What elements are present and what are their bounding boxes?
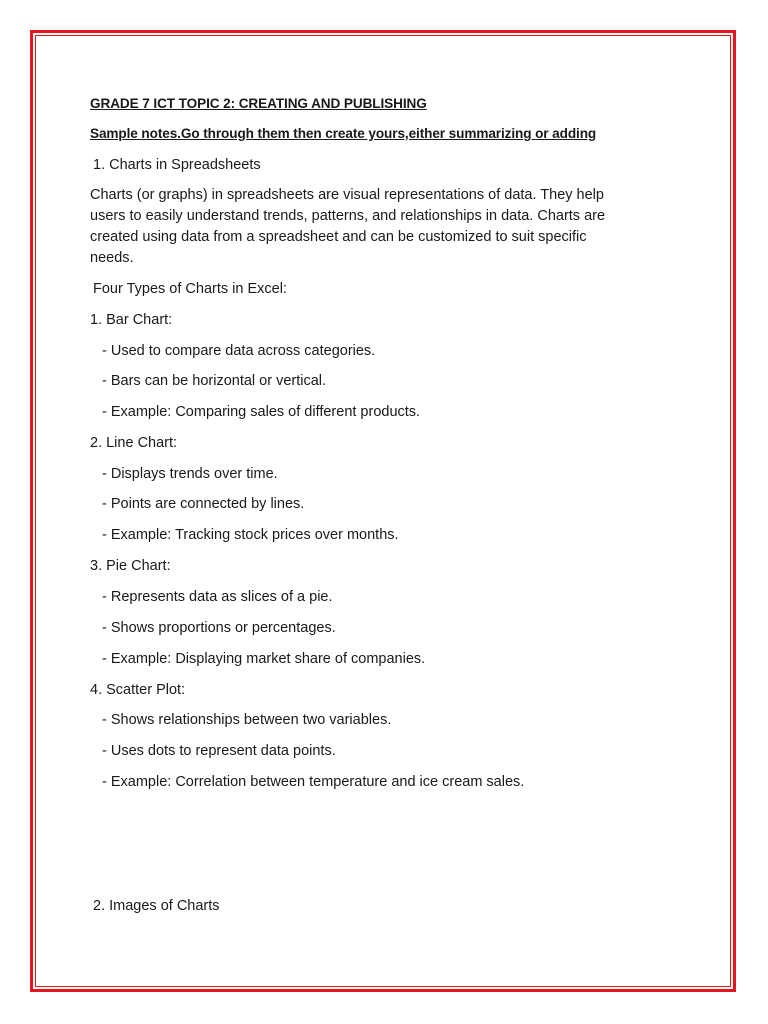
chart-type-point: - Represents data as slices of a pie. xyxy=(102,589,333,605)
chart-type-point: - Used to compare data across categories. xyxy=(102,343,376,359)
chart-type-point: - Points are connected by lines. xyxy=(102,496,305,512)
intro-line: created using data from a spreadsheet and can be customized to suit specific xyxy=(90,229,587,245)
chart-type-heading-pie: 3. Pie Chart: xyxy=(90,558,171,574)
chart-type-point: - Example: Comparing sales of different products. xyxy=(102,404,421,420)
chart-type-point: - Displays trends over time. xyxy=(102,466,278,482)
chart-type-point: - Shows proportions or percentages. xyxy=(102,620,336,636)
chart-type-heading-scatter: 4. Scatter Plot: xyxy=(90,682,186,698)
chart-type-heading-bar: 1. Bar Chart: xyxy=(90,312,173,328)
intro-line: users to easily understand trends, patterns, and relationships in data. Charts are xyxy=(90,208,606,224)
chart-type-point: - Shows relationships between two variables. xyxy=(102,712,392,728)
chart-type-heading-line: 2. Line Chart: xyxy=(90,435,178,451)
chart-type-point: - Example: Displaying market share of companies. xyxy=(102,651,426,667)
intro-line: needs. xyxy=(90,250,134,266)
document-title: GRADE 7 ICT TOPIC 2: CREATING AND PUBLISHING xyxy=(90,96,427,111)
chart-type-point: - Example: Correlation between temperature and ice cream sales. xyxy=(102,774,525,790)
types-heading: Four Types of Charts in Excel: xyxy=(93,281,287,297)
intro-line: Charts (or graphs) in spreadsheets are visual representations of data. They help xyxy=(90,187,604,203)
document-subtitle: Sample notes.Go through them then create yours,either summarizing or adding xyxy=(90,126,597,141)
chart-type-point: - Uses dots to represent data points. xyxy=(102,743,336,759)
intro-paragraph xyxy=(90,185,690,269)
section2-heading: 2. Images of Charts xyxy=(93,898,220,914)
section1-heading: 1. Charts in Spreadsheets xyxy=(93,157,261,173)
chart-type-point: - Bars can be horizontal or vertical. xyxy=(102,373,327,389)
chart-type-point: - Example: Tracking stock prices over months. xyxy=(102,527,399,543)
